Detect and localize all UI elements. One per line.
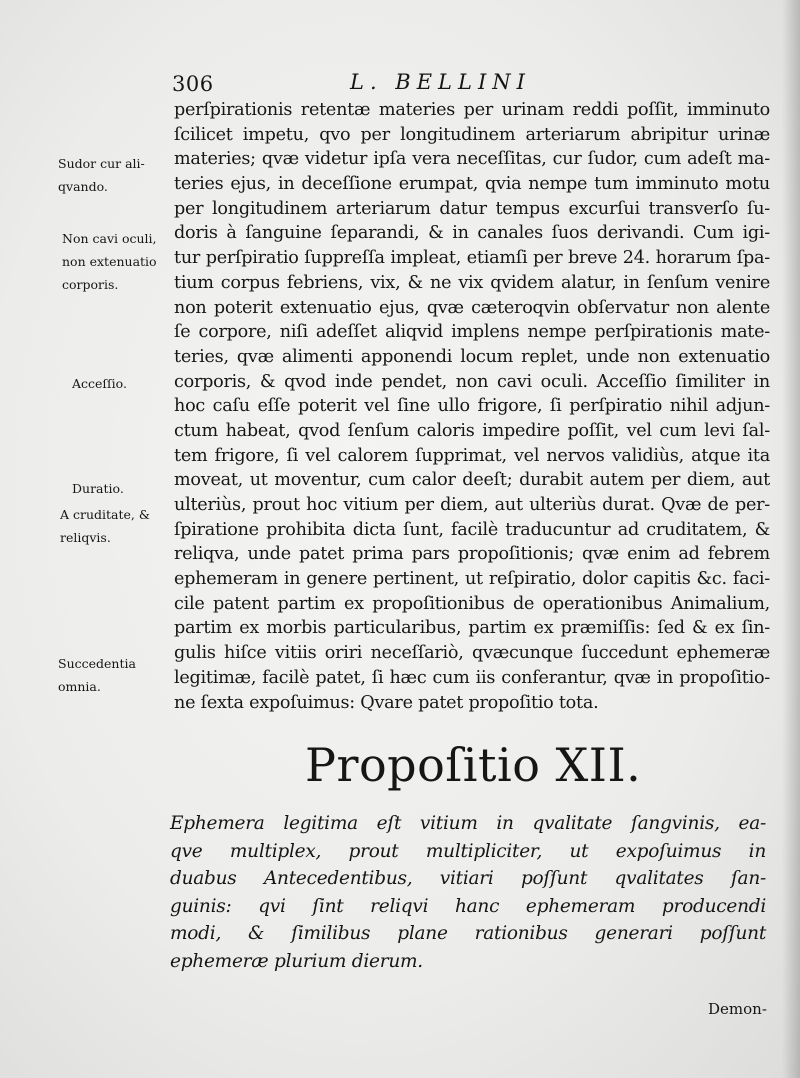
body-line: moveat, ut moventur, cum calor deeſt; durabit autem per diem, aut xyxy=(174,470,770,491)
statement-line: modi, & ſimilibus plane rationibus generari poſſunt xyxy=(170,923,766,944)
marginal-note-line: Duratio. xyxy=(72,481,124,496)
catchword: Demon- xyxy=(708,1000,767,1018)
statement-line: ephemeræ plurium dierum. xyxy=(170,950,423,972)
marginal-note-line: Succedentia xyxy=(58,656,136,671)
body-line: tem frigore, ſi vel calorem ſupprimat, vel nervos validiùs, atque ita xyxy=(174,445,770,466)
statement-line: guinis: qvi ſint reliqvi hanc ephemeram producendi xyxy=(170,895,766,917)
statement-line: Ephemera legitima eſt vitium in qvalitate ſangvinis, ea- xyxy=(170,813,766,834)
body-line: teries, qvæ alimenti apponendi locum replet, unde non extenuatio xyxy=(174,346,770,367)
body-line: perſpirationis retentæ materies per urinam reddi poſſit, imminuto xyxy=(174,100,770,120)
body-line: non poterit extenuatio ejus, qvæ cæteroqvin obſervatur non alente xyxy=(174,297,770,318)
statement-line: duabus Antecedentibus, vitiari poſſunt qvalitates ſan- xyxy=(170,868,766,889)
proposition-statement xyxy=(170,810,766,975)
page-number: 306 xyxy=(172,72,214,96)
marginal-note-sudor xyxy=(58,152,178,198)
marginal-note-non-cavi-oculi xyxy=(62,227,182,296)
body-line: ſpiratione prohibita dicta ſunt, facilè traducuntur ad cruditatem, & xyxy=(174,519,770,540)
body-line: per longitudinem arteriarum datur tempus excurſui transverſo ſu- xyxy=(174,198,770,219)
body-line: gulis hiſce vitiis oriri neceſſariò, qvæcunque ſuccedunt ephemeræ xyxy=(174,643,770,664)
body-line: legitimæ, facilè patet, ſi hæc cum iis conferantur, qvæ in propoſitio- xyxy=(174,667,770,688)
body-line: ephemeram in genere pertinent, ut reſpiratio, dolor capitis &c. faci- xyxy=(174,569,770,590)
body-line: tium corpus febriens, vix, & ne vix qvidem alatur, in ſenſum venire xyxy=(174,272,770,293)
body-line: ctum habeat, qvod ſenſum caloris impedire poſſit, vel cum levi ſal- xyxy=(174,420,770,441)
marginal-note-line: reliqvis. xyxy=(60,530,111,545)
body-line: hoc caſu eſſe poterit vel ſine ullo frigore, ſi perſpiratio nihil adjun- xyxy=(174,396,770,417)
marginal-note-line: omnia. xyxy=(58,679,101,694)
body-line: cile patent partim ex propoſitionibus de operationibus Animalium, xyxy=(174,593,770,614)
body-line: teries ejus, in deceſſione erumpat, qvia nempe tum imminuto motu xyxy=(174,174,770,195)
marginal-note-line: corporis. xyxy=(62,277,119,292)
body-line: ſcilicet impetu, qvo per longitudinem arteriarum abripitur urinæ xyxy=(174,124,770,145)
marginal-note-line: Acceſſio. xyxy=(72,376,127,391)
statement-line: qve multiplex, prout multipliciter, ut expoſuimus in xyxy=(170,840,766,862)
body-line: materies; qvæ videtur ipſa vera neceſſitas, cur ſudor, cum adeſt ma- xyxy=(174,149,770,170)
body-line: doris à ſanguine ſeparandi, & in canales ſuos derivandi. Cum igi- xyxy=(174,223,770,244)
marginal-note-line: Sudor cur ali- xyxy=(58,156,145,171)
marginal-note-succedentia xyxy=(58,652,178,698)
body-line: partim ex morbis particularibus, partim ex præmiſſis: ſed & ex ſin- xyxy=(174,618,770,639)
marginal-note-line: A cruditate, & xyxy=(60,507,150,522)
proposition-title: Propoſitio XII. xyxy=(305,738,642,792)
body-text xyxy=(174,98,770,715)
marginal-note-line: non extenuatio xyxy=(62,254,157,269)
body-line: ne ſexta expoſuimus: Qvare patet propoſitio tota. xyxy=(174,692,599,713)
body-line: reliqva, unde patet prima pars propoſitionis; qvæ enim ad febrem xyxy=(174,544,770,565)
page-edge-shadow xyxy=(782,0,800,1078)
marginal-note-line: qvando. xyxy=(58,179,108,194)
marginal-note-cruditate xyxy=(60,503,180,549)
body-line: ſe corpore, niſi adeſſet aliqvid implens nempe perſpirationis mate- xyxy=(174,322,770,343)
body-line: tur perſpiratio ſuppreſſa impleat, etiamſi per breve 24. horarum ſpa- xyxy=(174,248,770,269)
marginal-note-line: Non cavi oculi, xyxy=(62,231,157,246)
body-line: ulteriùs, prout hoc vitium per diem, aut ulteriùs durat. Qvæ de per- xyxy=(174,495,770,515)
body-line: corporis, & qvod inde pendet, non cavi oculi. Acceſſio ſimiliter in xyxy=(174,371,770,392)
running-title: L. BELLINI xyxy=(350,70,531,94)
